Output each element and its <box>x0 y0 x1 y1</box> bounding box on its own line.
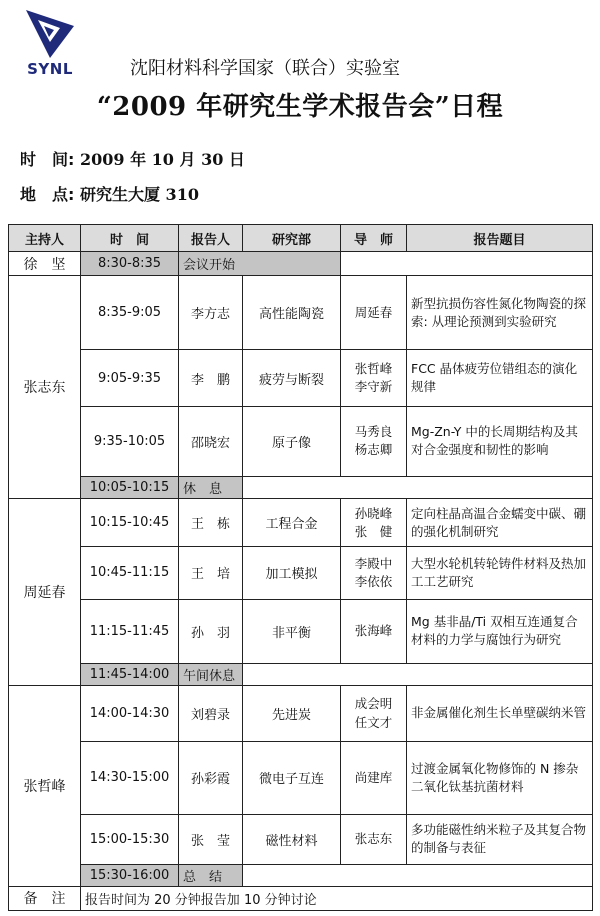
table-header-row <box>9 225 593 252</box>
talk-advisor: 张志东 <box>341 814 407 864</box>
table-row <box>9 599 593 663</box>
break-text: 休 息 <box>179 477 243 499</box>
talk-dept: 非平衡 <box>243 599 341 663</box>
talk-dept: 工程合金 <box>243 499 341 547</box>
table-row <box>9 742 593 814</box>
place-value: 研究生大厦 310 <box>79 185 199 204</box>
talk-topic: Mg 基非晶/Ti 双相互连通复合材料的力学与腐蚀行为研究 <box>407 599 593 663</box>
talk-time: 10:45-11:15 <box>81 547 179 599</box>
table-row <box>9 685 593 741</box>
header-advisor: 导 师 <box>341 225 407 252</box>
talk-advisor: 孙晓峰 张 健 <box>341 499 407 547</box>
note-text: 报告时间为 20 分钟报告加 10 分钟讨论 <box>81 886 593 910</box>
opening-time: 8:30-8:35 <box>81 252 179 276</box>
talk-dept: 先进炭 <box>243 685 341 741</box>
time-value: 2009 年 10 月 30 日 <box>79 150 245 169</box>
talk-dept: 磁性材料 <box>243 814 341 864</box>
talk-dept: 高性能陶瓷 <box>243 276 341 350</box>
talk-speaker: 邵晓宏 <box>179 406 243 476</box>
talk-time: 10:15-10:45 <box>81 499 179 547</box>
talk-topic: Mg-Zn-Y 中的长周期结构及其对合金强度和韧性的影响 <box>407 406 593 476</box>
table-row <box>9 406 593 476</box>
talk-advisor: 李殿中 李依依 <box>341 547 407 599</box>
table-row <box>9 547 593 599</box>
talk-topic: 大型水轮机转轮铸件材料及热加工工艺研究 <box>407 547 593 599</box>
talk-time: 15:00-15:30 <box>81 814 179 864</box>
logo-text: SYNL <box>27 60 73 78</box>
organization-name: 沈阳材料科学国家（联合）实验室 <box>130 58 400 79</box>
talk-advisor: 尚建库 <box>341 742 407 814</box>
talk-speaker: 李 鹏 <box>179 350 243 406</box>
talk-topic: 非金属催化剂生长单壁碳纳米管 <box>407 685 593 741</box>
table-row <box>9 886 593 910</box>
talk-time: 14:30-15:00 <box>81 742 179 814</box>
table-row <box>9 499 593 547</box>
session2-host: 周延春 <box>9 499 81 686</box>
talk-time: 8:35-9:05 <box>81 276 179 350</box>
talk-dept: 微电子互连 <box>243 742 341 814</box>
talk-speaker: 孙彩霞 <box>179 742 243 814</box>
talk-advisor: 周延春 <box>341 276 407 350</box>
table-row <box>9 276 593 350</box>
talk-topic: 过渡金属氧化物修饰的 N 掺杂二氧化钛基抗菌材料 <box>407 742 593 814</box>
header-host: 主持人 <box>9 225 81 252</box>
talk-speaker: 张 莹 <box>179 814 243 864</box>
logo-mark-icon <box>22 8 78 60</box>
talk-advisor: 成会明 任文才 <box>341 685 407 741</box>
event-time <box>20 147 245 170</box>
talk-time: 9:05-9:35 <box>81 350 179 406</box>
talk-time: 11:15-11:45 <box>81 599 179 663</box>
table-row <box>9 350 593 406</box>
note-label: 备 注 <box>9 886 81 910</box>
break-text: 总 结 <box>179 864 243 886</box>
table-row <box>9 477 593 499</box>
talk-time: 9:35-10:05 <box>81 406 179 476</box>
talk-advisor: 马秀良 杨志卿 <box>341 406 407 476</box>
talk-topic: FCC 晶体疲劳位错组态的演化规律 <box>407 350 593 406</box>
talk-speaker: 李方志 <box>179 276 243 350</box>
talk-topic: 定向柱晶高温合金蠕变中碳、硼的强化机制研究 <box>407 499 593 547</box>
table-row <box>9 814 593 864</box>
place-label: 地 点: <box>20 185 75 204</box>
opening-text: 会议开始 <box>179 252 341 276</box>
talk-dept: 疲劳与断裂 <box>243 350 341 406</box>
schedule-table <box>8 224 593 911</box>
synl-logo <box>22 8 78 78</box>
header-topic: 报告题目 <box>407 225 593 252</box>
talk-speaker: 刘碧录 <box>179 685 243 741</box>
table-row <box>9 252 593 276</box>
page-title: “2009 年研究生学术报告会”日程 <box>96 92 504 122</box>
break-time: 11:45-14:00 <box>81 663 179 685</box>
header-speaker: 报告人 <box>179 225 243 252</box>
talk-dept: 原子像 <box>243 406 341 476</box>
talk-advisor: 张哲峰 李守新 <box>341 350 407 406</box>
talk-advisor: 张海峰 <box>341 599 407 663</box>
talk-speaker: 孙 羽 <box>179 599 243 663</box>
opening-host: 徐 坚 <box>9 252 81 276</box>
talk-speaker: 王 培 <box>179 547 243 599</box>
session1-host: 张志东 <box>9 276 81 499</box>
talk-time: 14:00-14:30 <box>81 685 179 741</box>
talk-topic: 新型抗损伤容性氮化物陶瓷的探索: 从理论预测到实验研究 <box>407 276 593 350</box>
talk-dept: 加工模拟 <box>243 547 341 599</box>
break-time: 10:05-10:15 <box>81 477 179 499</box>
event-place <box>20 182 199 205</box>
break-time: 15:30-16:00 <box>81 864 179 886</box>
session3-host: 张哲峰 <box>9 685 81 886</box>
header-dept: 研究部 <box>243 225 341 252</box>
header-time: 时 间 <box>81 225 179 252</box>
table-row <box>9 663 593 685</box>
talk-topic: 多功能磁性纳米粒子及其复合物的制备与表征 <box>407 814 593 864</box>
time-label: 时 间: <box>20 150 75 169</box>
table-row <box>9 864 593 886</box>
talk-speaker: 王 栋 <box>179 499 243 547</box>
break-text: 午间休息 <box>179 663 243 685</box>
